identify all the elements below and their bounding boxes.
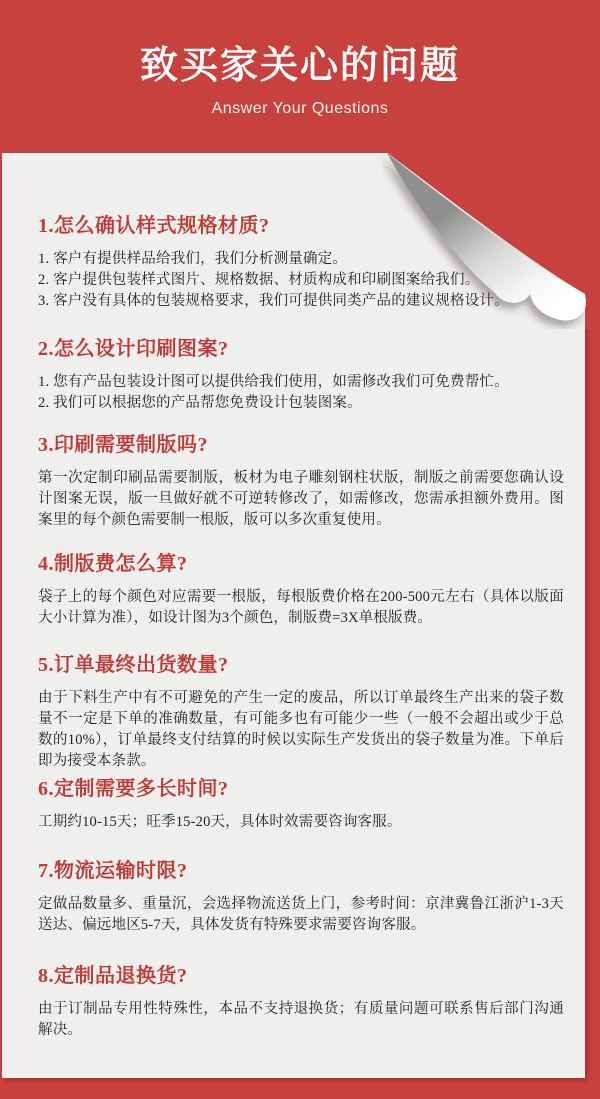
answer-paragraph: 袋子上的每个颜色对应需要一根版，每根版费价格在200-500元左右（具体以版面大小计算为准），如设计图为3个颜色，制版费=3X单根版费。	[38, 589, 564, 626]
answer-paragraph: 第一次定制印刷品需要制版，板材为电子雕刻钢柱状版，制版之前需要您确认设计图案无误，版一旦做好就不可逆转修改了，如需修改，您需承担额外费用。图案里的每个颜色需要制一根版，版可以多次重复使用。	[38, 470, 564, 528]
question-heading: 1.怎么确认样式规格材质?	[38, 215, 270, 237]
answer-line: 3. 客户没有具体的包装规格要求，我们可提供同类产品的建议规格设计。	[38, 293, 509, 309]
page-title: 致买家关心的问题	[139, 45, 460, 87]
faq-section-3	[38, 432, 564, 531]
question-heading: 4.制版费怎么算?	[38, 553, 188, 575]
poster-header	[0, 0, 600, 153]
faq-section-5	[38, 652, 564, 772]
faq-section-1	[38, 213, 564, 312]
faq-section-7	[38, 858, 564, 936]
faq-section-8	[38, 963, 564, 1041]
question-heading: 3.印刷需要制版吗?	[38, 434, 208, 456]
question-heading: 2.怎么设计印刷图案?	[38, 338, 229, 360]
question-heading: 7.物流运输时限?	[38, 860, 188, 882]
question-heading: 8.定制品退换货?	[38, 965, 188, 987]
answer-paragraph: 由于下料生产中有不可避免的产生一定的废品，所以订单最终生产出来的袋子数量不一定是下单的准确数量，有可能多也有可能少一些（一般不会超出或少于总数的10%），订单最终支付结算的时候以实际生产发货出的袋子数量为准。下单后即为接受本条款。	[38, 690, 564, 769]
answer-line: 2. 客户提供包装样式图片、规格数据、材质构成和印刷图案给我们。	[38, 272, 480, 288]
question-heading: 5.订单最终出货数量?	[38, 654, 229, 676]
faq-section-4	[38, 551, 564, 629]
answer-line: 1. 客户有提供样品给我们，我们分析测量确定。	[38, 251, 348, 267]
page-subtitle: Answer Your Questions	[211, 100, 389, 117]
answer-line: 2. 我们可以根据您的产品帮您免费设计包装图案。	[38, 395, 362, 411]
faq-section-2	[38, 336, 564, 414]
question-heading: 6.定制需要多长时间?	[38, 778, 229, 800]
answer-line: 1. 您有产品包装设计图可以提供给我们使用，如需修改我们可免费帮忙。	[38, 374, 509, 390]
answer-line: 工期约10-15天；旺季15-20天，具体时效需要咨询客服。	[38, 814, 402, 830]
answer-paragraph: 定做品数量多、重量沉，会选择物流送货上门，参考时间：京津冀鲁江浙沪1-3天送达、偏远地区5-7天，具体发货有特殊要求需要咨询客服。	[38, 896, 564, 933]
faq-section-6	[38, 776, 564, 833]
answer-line: 由于订制品专用性特殊性，本品不支持退换货；有质量问题可联系售后部门沟通解决。	[38, 1001, 564, 1038]
